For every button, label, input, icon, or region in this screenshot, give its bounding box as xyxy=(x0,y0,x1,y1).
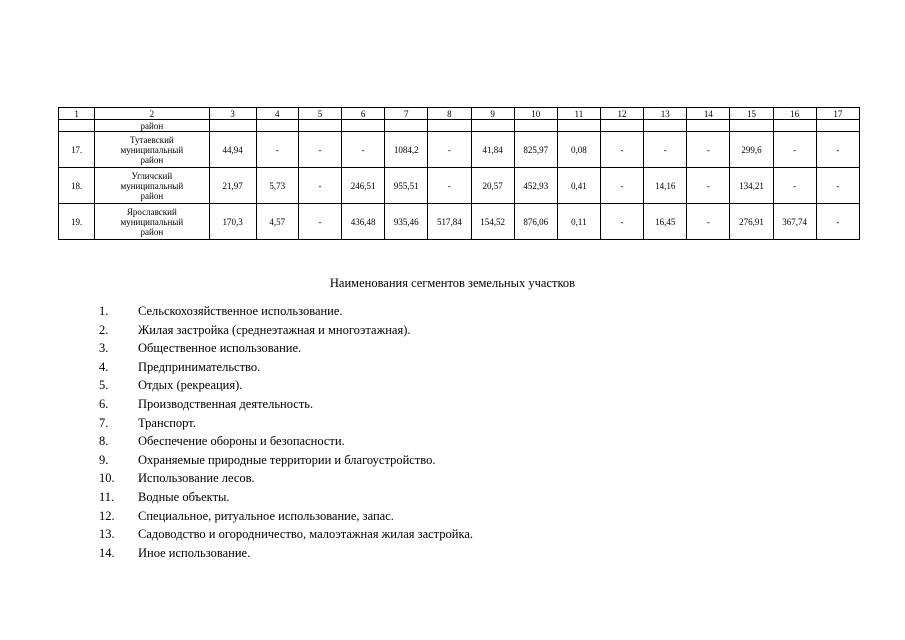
value-cell: - xyxy=(687,204,730,240)
list-item xyxy=(99,544,473,563)
list-item xyxy=(99,376,473,395)
table-row xyxy=(59,168,860,204)
list-item xyxy=(99,302,473,321)
district-name-line: муниципальный xyxy=(120,144,184,155)
empty-cell xyxy=(816,120,859,132)
list-item-number: 10. xyxy=(99,471,115,486)
list-item xyxy=(99,507,473,526)
value-cell: 134,21 xyxy=(730,168,773,204)
value-cell: - xyxy=(687,132,730,168)
list-item-number: 4. xyxy=(99,359,109,374)
list-item xyxy=(99,358,473,377)
value-cell: - xyxy=(816,204,859,240)
value-cell: - xyxy=(342,132,385,168)
value-cell: - xyxy=(773,168,816,204)
column-header: 8 xyxy=(428,108,471,120)
district-name-line: район xyxy=(140,226,164,237)
empty-cell xyxy=(730,120,773,132)
value-cell: - xyxy=(256,132,298,168)
land-segments-table xyxy=(58,107,860,240)
column-header: 7 xyxy=(385,108,428,120)
empty-cell xyxy=(514,120,557,132)
value-cell: - xyxy=(773,132,816,168)
list-item-text: Водные объекты. xyxy=(138,489,230,504)
district-name xyxy=(95,204,209,240)
list-item-number: 14. xyxy=(99,545,115,560)
list-item-text: Производственная деятельность. xyxy=(138,396,314,411)
empty-cell xyxy=(428,120,471,132)
list-item-text: Сельскохозяйственное использование. xyxy=(138,304,343,318)
district-name-line: Ярославский xyxy=(126,206,177,217)
empty-cell xyxy=(687,120,730,132)
value-cell: 21,97 xyxy=(209,168,256,204)
value-cell: 825,97 xyxy=(514,132,557,168)
value-cell: - xyxy=(428,132,471,168)
empty-cell xyxy=(342,120,385,132)
list-item-text: Отдых (рекреация). xyxy=(138,378,243,393)
list-item-text: Жилая застройка (среднеэтажная и многоэтажная). xyxy=(138,322,411,337)
row-number: 19. xyxy=(59,204,95,240)
value-cell: 16,45 xyxy=(644,204,687,240)
column-header: 15 xyxy=(730,108,773,120)
value-cell: - xyxy=(298,204,341,240)
value-cell: 0,11 xyxy=(557,204,600,240)
value-cell: - xyxy=(600,132,643,168)
row-number: 18. xyxy=(59,168,95,204)
empty-cell xyxy=(298,120,341,132)
segments-title: Наименования сегментов земельных участков xyxy=(329,276,576,290)
table-row xyxy=(59,132,860,168)
list-item-number: 2. xyxy=(99,322,109,337)
value-cell: - xyxy=(298,168,341,204)
value-cell: 20,57 xyxy=(471,168,514,204)
list-item-number: 1. xyxy=(99,304,109,318)
list-item-text: Обеспечение обороны и безопасности. xyxy=(138,434,345,449)
list-item-number: 8. xyxy=(99,434,109,449)
empty-cell xyxy=(385,120,428,132)
list-item xyxy=(99,414,473,433)
empty-cell xyxy=(471,120,514,132)
district-name-line: район xyxy=(140,154,164,165)
value-cell: - xyxy=(816,132,859,168)
value-cell: 170,3 xyxy=(209,204,256,240)
value-cell: 41,84 xyxy=(471,132,514,168)
column-header: 5 xyxy=(298,108,341,120)
value-cell: 452,93 xyxy=(514,168,557,204)
value-cell: 5,73 xyxy=(256,168,298,204)
list-item xyxy=(99,339,473,358)
column-header: 17 xyxy=(816,108,859,120)
column-header: 14 xyxy=(687,108,730,120)
list-item-number: 11. xyxy=(99,489,115,504)
column-header: 1 xyxy=(59,108,95,120)
list-item-number: 3. xyxy=(99,341,109,356)
list-item-number: 6. xyxy=(99,396,109,411)
empty-cell xyxy=(600,120,643,132)
value-cell: 14,16 xyxy=(644,168,687,204)
column-header: 12 xyxy=(600,108,643,120)
column-header: 11 xyxy=(557,108,600,120)
empty-cell xyxy=(209,120,256,132)
district-name xyxy=(95,168,209,204)
value-cell: 1084,2 xyxy=(385,132,428,168)
list-item-text: Предпринимательство. xyxy=(138,359,261,374)
empty-cell xyxy=(773,120,816,132)
value-cell: 436,48 xyxy=(342,204,385,240)
value-cell: 276,91 xyxy=(730,204,773,240)
value-cell: - xyxy=(600,204,643,240)
value-cell: 935,46 xyxy=(385,204,428,240)
list-item-text: Охраняемые природные территории и благоустройство. xyxy=(138,452,436,467)
value-cell: - xyxy=(428,168,471,204)
empty-cell xyxy=(256,120,298,132)
value-cell: 4,57 xyxy=(256,204,298,240)
value-cell: 44,94 xyxy=(209,132,256,168)
column-header: 13 xyxy=(644,108,687,120)
district-name xyxy=(95,132,209,168)
district-name-line: район xyxy=(140,190,164,201)
table-header-row xyxy=(59,108,860,120)
list-item-number: 12. xyxy=(99,508,115,523)
column-header: 2 xyxy=(95,108,209,120)
list-item-number: 7. xyxy=(99,415,109,430)
list-item-text: Иное использование. xyxy=(138,545,251,560)
segments-list xyxy=(99,302,473,562)
value-cell: 0,08 xyxy=(557,132,600,168)
list-item xyxy=(99,451,473,470)
value-cell: - xyxy=(644,132,687,168)
district-name-line: муниципальный xyxy=(120,180,184,191)
value-cell: - xyxy=(600,168,643,204)
value-cell: 367,74 xyxy=(773,204,816,240)
list-item-number: 13. xyxy=(99,527,115,542)
list-item xyxy=(99,469,473,488)
table-row xyxy=(59,204,860,240)
list-item-text: Транспорт. xyxy=(138,415,196,430)
value-cell: - xyxy=(687,168,730,204)
column-header: 6 xyxy=(342,108,385,120)
value-cell: 876,06 xyxy=(514,204,557,240)
value-cell: 517,84 xyxy=(428,204,471,240)
list-item-number: 5. xyxy=(99,378,109,393)
list-item-text: Садоводство и огородничество, малоэтажная жилая застройка. xyxy=(138,527,474,542)
district-name-line: Тутаевский xyxy=(129,134,174,145)
list-item xyxy=(99,525,473,544)
column-header: 4 xyxy=(256,108,298,120)
list-item xyxy=(99,321,473,340)
column-header: 3 xyxy=(209,108,256,120)
row-number: 17. xyxy=(59,132,95,168)
list-item xyxy=(99,395,473,414)
column-header: 10 xyxy=(514,108,557,120)
value-cell: 955,51 xyxy=(385,168,428,204)
empty-cell xyxy=(644,120,687,132)
list-item xyxy=(99,432,473,451)
district-name-line: муниципальный xyxy=(120,216,184,227)
continuation-cell: район xyxy=(95,120,209,132)
value-cell: 0,41 xyxy=(557,168,600,204)
value-cell: - xyxy=(816,168,859,204)
list-item-text: Общественное использование. xyxy=(138,341,302,356)
list-item-text: Использование лесов. xyxy=(138,471,255,486)
value-cell: - xyxy=(298,132,341,168)
list-item-text: Специальное, ритуальное использование, запас. xyxy=(138,508,394,523)
list-item-number: 9. xyxy=(99,452,109,467)
column-header: 16 xyxy=(773,108,816,120)
empty-cell xyxy=(59,120,95,132)
empty-cell xyxy=(557,120,600,132)
district-name-line: Угличский xyxy=(131,170,173,181)
list-item xyxy=(99,488,473,507)
value-cell: 154,52 xyxy=(471,204,514,240)
table-continuation-row xyxy=(59,120,860,132)
column-header: 9 xyxy=(471,108,514,120)
value-cell: 246,51 xyxy=(342,168,385,204)
value-cell: 299,6 xyxy=(730,132,773,168)
